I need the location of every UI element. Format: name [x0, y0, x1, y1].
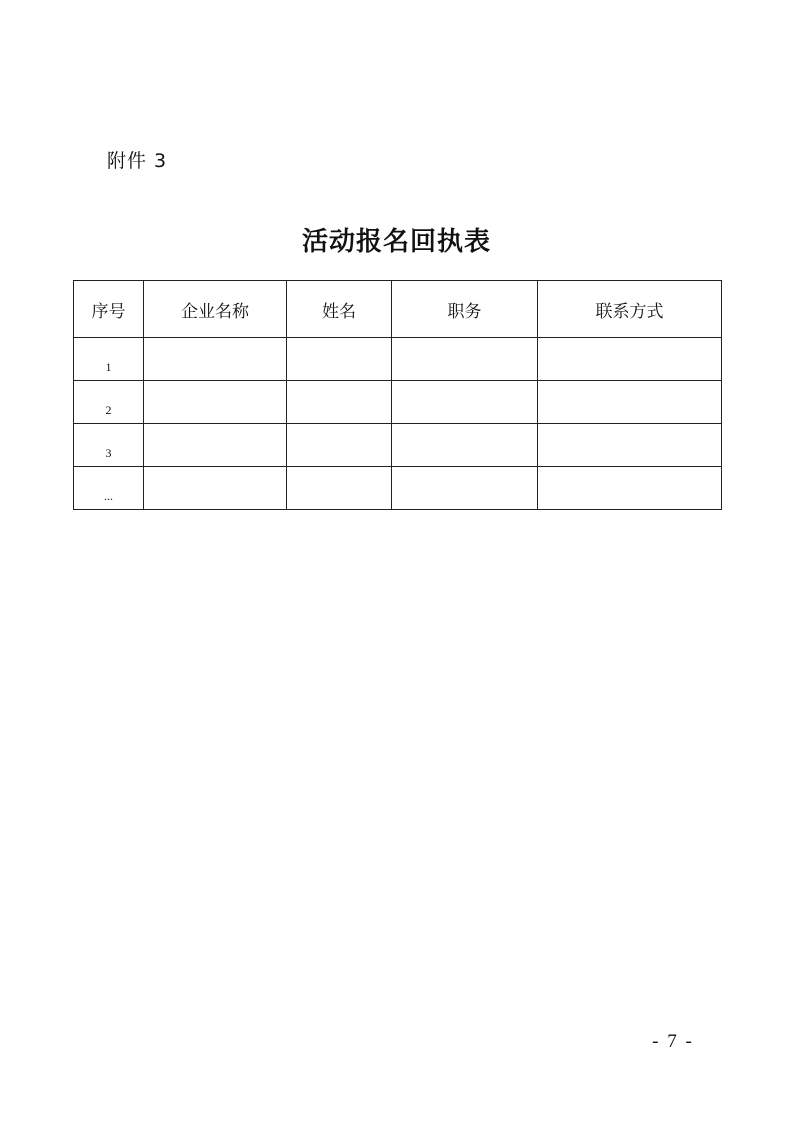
serial-number: ...	[104, 489, 113, 503]
company-name-cell[interactable]	[144, 424, 287, 467]
page-number: - 7 -	[652, 1031, 694, 1052]
serial-cell	[74, 381, 144, 424]
header-position: 职务	[392, 281, 538, 338]
table-header-row	[74, 281, 722, 338]
header-company-name: 企业名称	[144, 281, 287, 338]
page-title: 活动报名回执表	[301, 227, 491, 257]
company-name-cell[interactable]	[144, 338, 287, 381]
table-row	[74, 467, 722, 510]
name-cell[interactable]	[287, 467, 392, 510]
name-cell[interactable]	[287, 338, 392, 381]
table-row	[74, 381, 722, 424]
contact-cell[interactable]	[538, 381, 722, 424]
serial-cell	[74, 467, 144, 510]
serial-cell	[74, 424, 144, 467]
position-cell[interactable]	[392, 381, 538, 424]
signup-receipt-table	[73, 280, 722, 510]
serial-number: 2	[105, 403, 112, 417]
contact-cell[interactable]	[538, 467, 722, 510]
serial-number: 1	[105, 360, 112, 374]
name-cell[interactable]	[287, 424, 392, 467]
serial-cell	[74, 338, 144, 381]
header-name: 姓名	[287, 281, 392, 338]
attachment-label: 附件 3	[107, 150, 168, 172]
position-cell[interactable]	[392, 424, 538, 467]
position-cell[interactable]	[392, 467, 538, 510]
header-serial-number: 序号	[74, 281, 144, 338]
serial-number: 3	[105, 446, 112, 460]
header-contact: 联系方式	[538, 281, 722, 338]
contact-cell[interactable]	[538, 424, 722, 467]
table-row	[74, 424, 722, 467]
name-cell[interactable]	[287, 381, 392, 424]
contact-cell[interactable]	[538, 338, 722, 381]
position-cell[interactable]	[392, 338, 538, 381]
table-row	[74, 338, 722, 381]
company-name-cell[interactable]	[144, 381, 287, 424]
company-name-cell[interactable]	[144, 467, 287, 510]
